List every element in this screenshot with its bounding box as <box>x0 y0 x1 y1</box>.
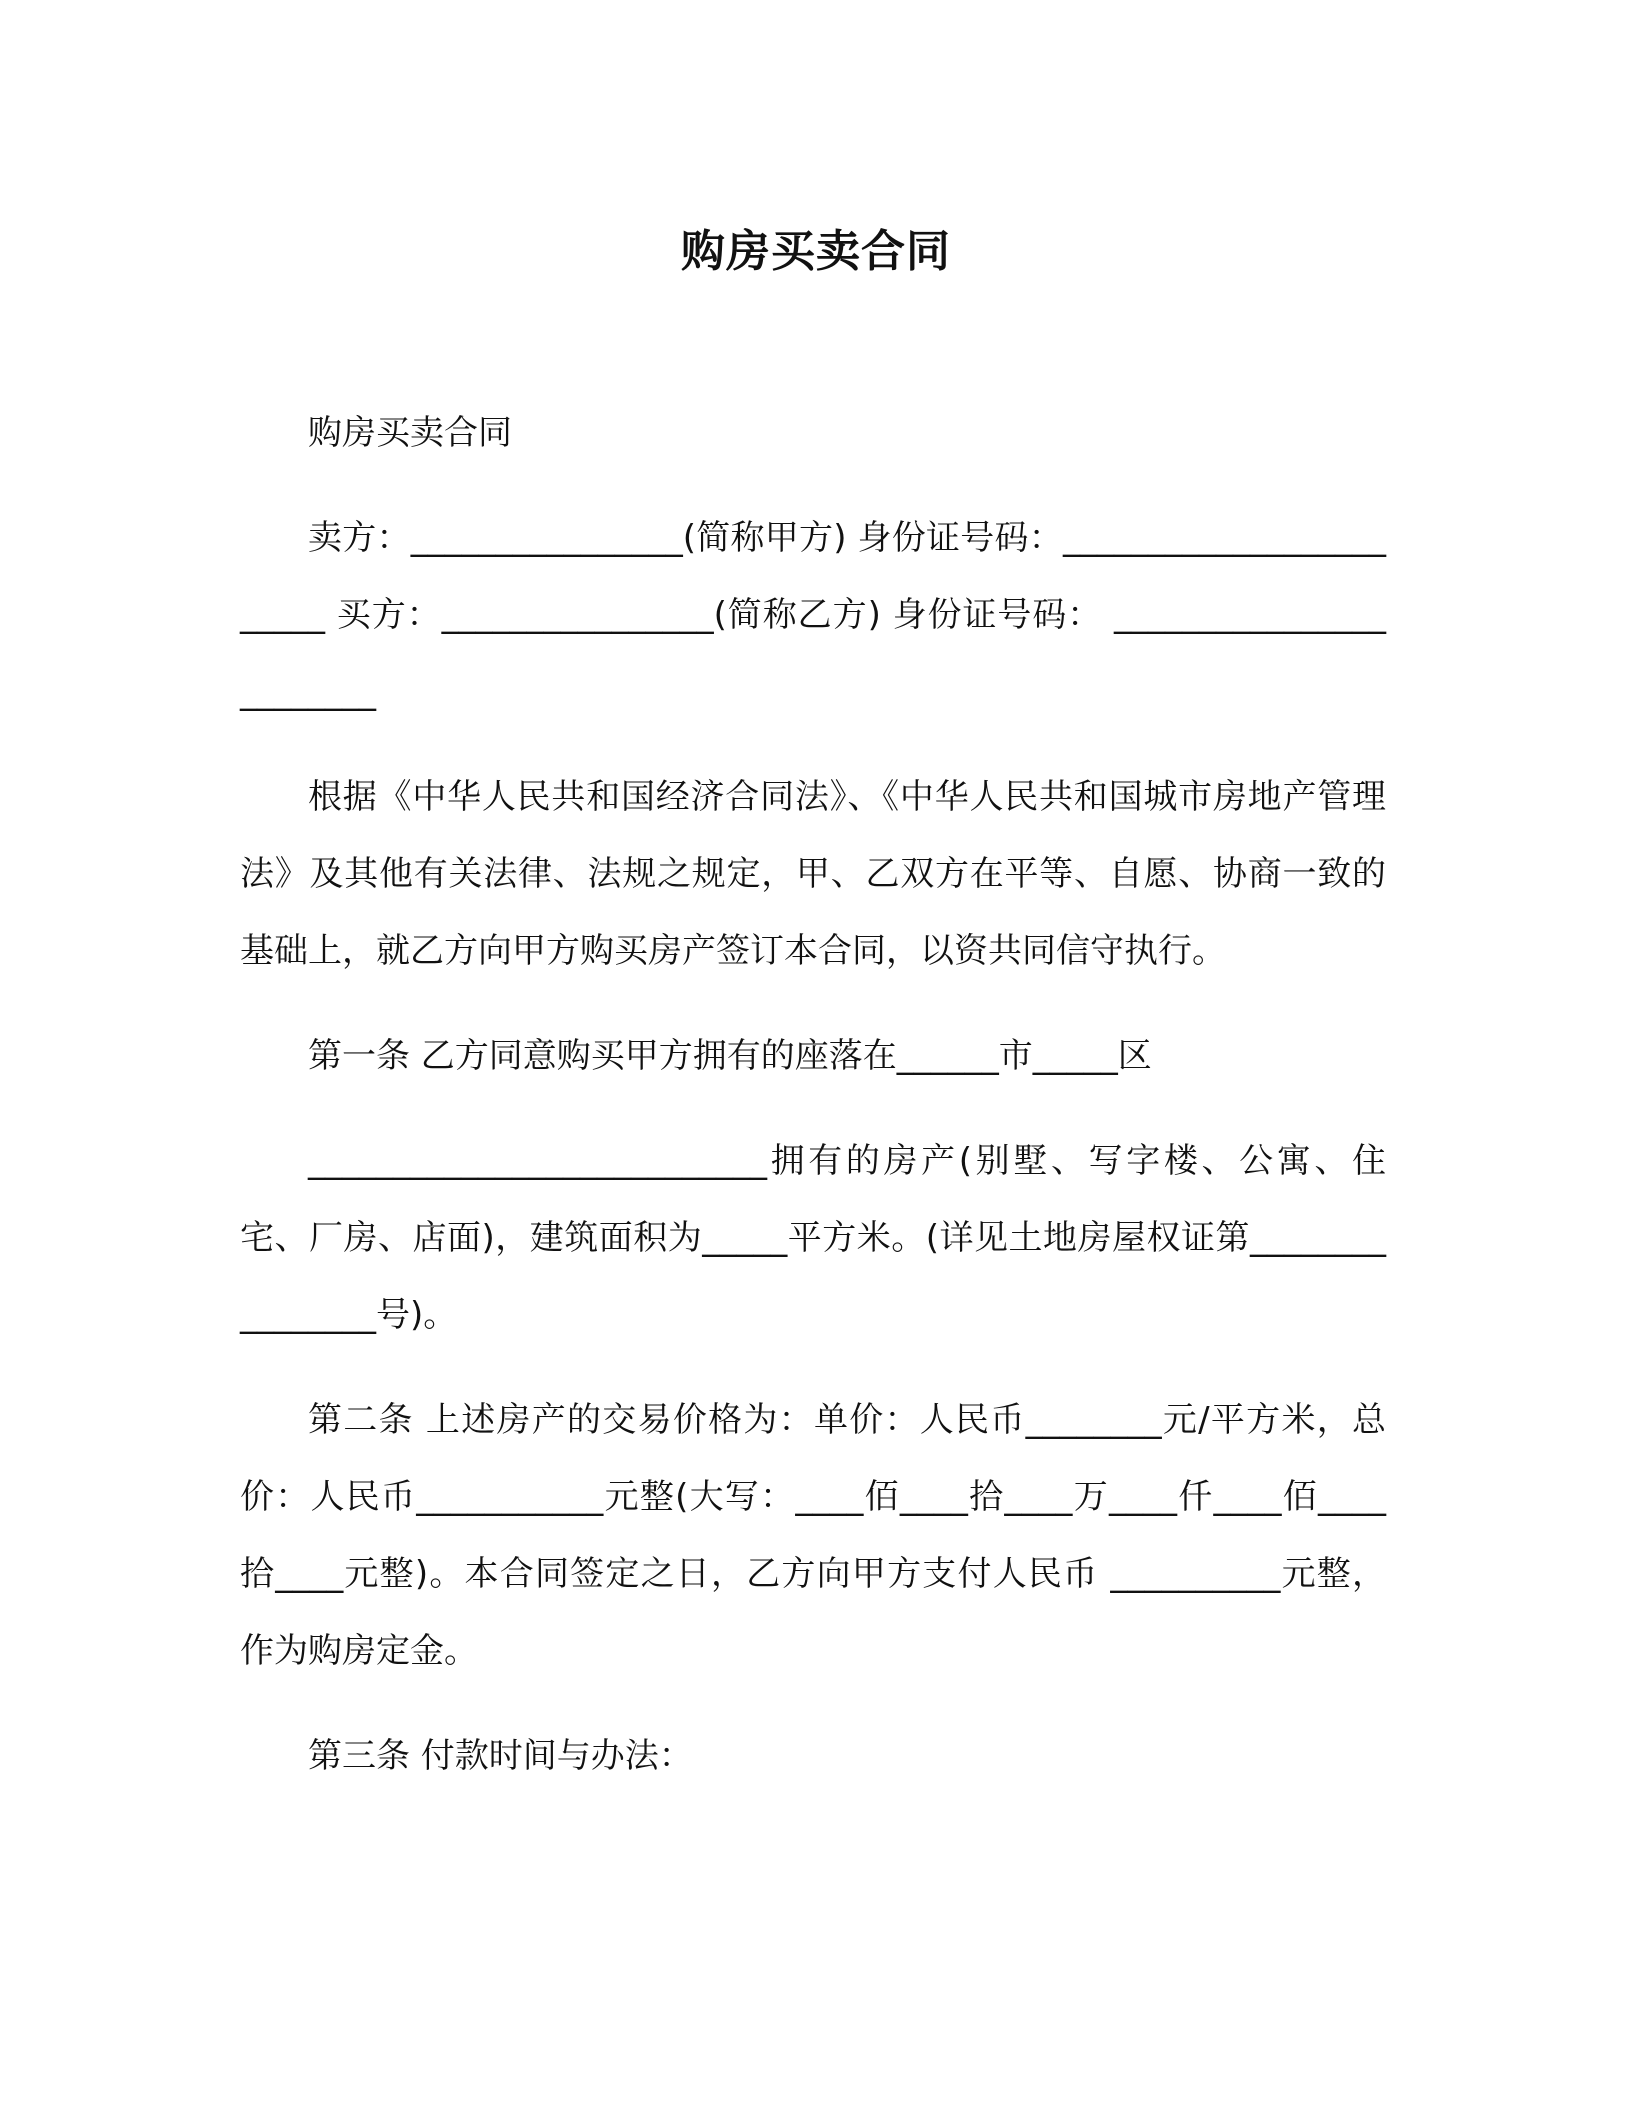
paragraph-heading: 购房买卖合同 <box>308 413 512 453</box>
paragraph-basis: 根据《中华人民共和国经济合同法》、《中华人民共和国城市房地产管理法》及其他有关法律、法规之规定，甲、乙双方在平等、自愿、协商一致的基础上，就乙方向甲方购买房产签订本合同，以资共同信守执行。 <box>240 777 1386 971</box>
document-body <box>240 395 1386 1823</box>
paragraph-article-1: 第一条 乙方同意购买甲方拥有的座落在______市_____区 <box>308 1036 1152 1076</box>
paragraph-article-1-detail: ___________________________拥有的房产(别墅、写字楼、公寓、住宅、厂房、店面)，建筑面积为_____平方米。(详见土地房屋权证第________________号)。 <box>240 1141 1386 1335</box>
paragraph-article-2: 第二条 上述房产的交易价格为：单价：人民币________元/平方米，总价：人民币___________元整(大写：____佰____拾____万____仟____佰____拾____元整)。本合同签定之日，乙方向甲方支付人民币 __________元整，作为购房定金。 <box>240 1400 1386 1671</box>
document-title: 购房买卖合同 <box>681 226 951 277</box>
paragraph-parties: 卖方：________________(简称甲方) 身份证号码：________________________ 买方：________________(简称乙方) 身份证号码： ________________________ <box>240 518 1386 712</box>
paragraph-article-3: 第三条 付款时间与办法： <box>308 1736 693 1776</box>
